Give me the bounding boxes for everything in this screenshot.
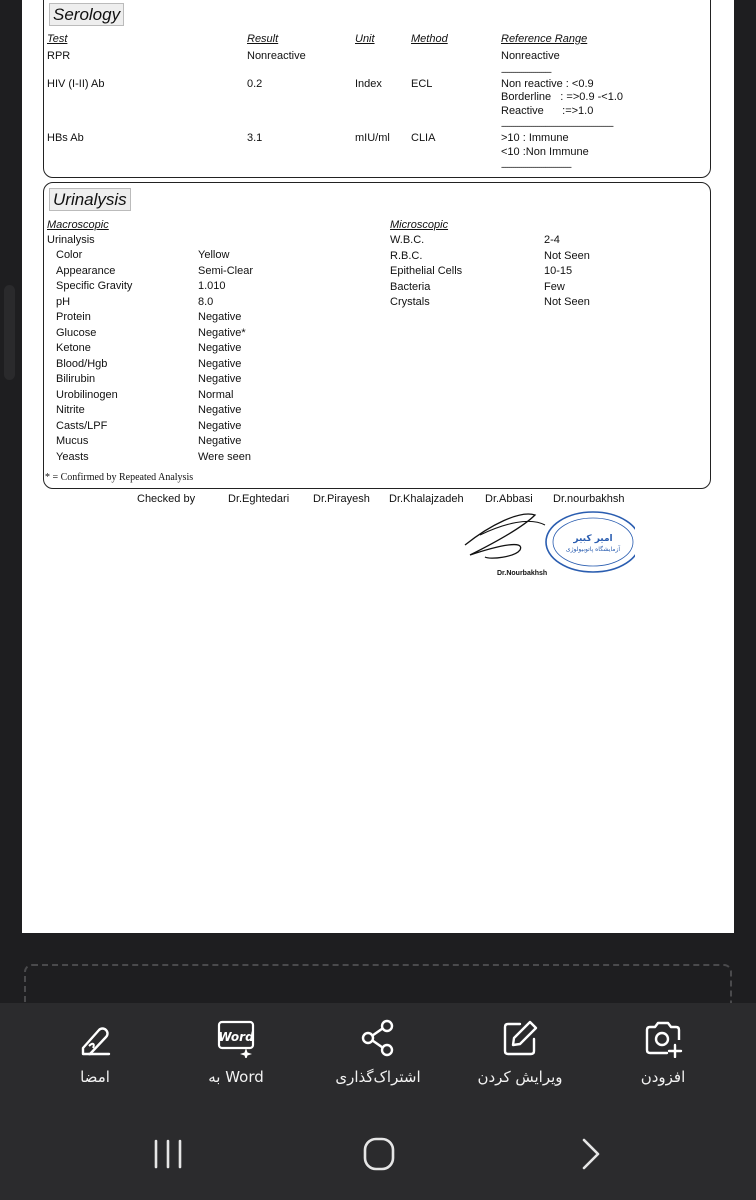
reference-range: Non reactive : <0.9 [501, 78, 594, 90]
macro-item-name: Ketone [56, 342, 91, 354]
checked-by-label: Checked by [137, 493, 196, 505]
macro-item-value: Were seen [198, 450, 251, 463]
serology-title: Serology [49, 3, 124, 26]
reference-range: Borderline : =>0.9 -<1.0 [501, 91, 623, 103]
header-reference: Reference Range [501, 33, 588, 45]
test-name: HIV (I-II) Ab [47, 78, 105, 90]
macro-item-name: Protein [56, 311, 91, 323]
signature-name: Dr.Nourbakhsh [497, 570, 548, 577]
sign-button[interactable] [30, 1018, 160, 1086]
micro-item-value: 2-4 [544, 234, 560, 246]
macro-item-name: Mucus [56, 435, 89, 447]
macro-item-value: Negative [198, 419, 242, 432]
edit-icon [500, 1018, 540, 1058]
action-label: امضا [80, 1068, 110, 1086]
add-button[interactable] [598, 1018, 728, 1086]
macro-item-value: Negative [198, 311, 242, 323]
micro-item-value: Not Seen [544, 296, 590, 308]
recents-icon [148, 1136, 188, 1172]
svg-text:آزمایشگاه پاتوبیولوژی: آزمایشگاه پاتوبیولوژی [565, 546, 621, 553]
reference-range: Nonreactive [501, 50, 560, 62]
svg-text:امیر کبیر: امیر کبیر [573, 534, 613, 544]
doctor-name: Dr.Eghtedari [228, 493, 290, 505]
doctor-name: Dr.nourbakhsh [553, 493, 625, 505]
macro-item-name: Glucose [56, 326, 97, 339]
share-button[interactable] [313, 1018, 443, 1086]
macroscopic-header: Macroscopic [47, 219, 109, 231]
macro-item-value: Negative [198, 435, 242, 447]
back-button[interactable] [572, 1136, 612, 1172]
macro-item-name: Specific Gravity [56, 280, 133, 292]
divider: ------------------------- [501, 67, 551, 77]
micro-item-name: W.B.C. [390, 234, 425, 246]
test-name: HBs Ab [47, 132, 84, 144]
microscopic-header: Microscopic [390, 219, 449, 231]
document-page [22, 0, 734, 933]
reference-range: Reactive :=>1.0 [501, 105, 594, 117]
macro-item-name: Color [56, 249, 83, 261]
micro-item-name: Crystals [390, 296, 430, 308]
macro-item-value: Negative [198, 342, 242, 354]
macro-item-value: Negative [198, 404, 242, 416]
test-unit: mIU/ml [355, 132, 390, 144]
macro-item-value: Negative* [198, 326, 246, 339]
header-result: Result [247, 33, 279, 45]
micro-item-name: Bacteria [390, 280, 431, 293]
share-icon [358, 1018, 398, 1058]
svg-text:Word: Word [218, 1030, 254, 1044]
signature-icon [460, 505, 635, 577]
micro-item-value: 10-15 [544, 265, 573, 277]
macro-item-name: Casts/LPF [56, 419, 108, 432]
test-method: ECL [411, 78, 433, 90]
micro-item-name: R.B.C. [390, 249, 423, 262]
macro-item-name: pH [56, 295, 71, 308]
macro-item-value: Negative [198, 373, 242, 385]
add-photo-icon [643, 1018, 683, 1058]
signature-icon [75, 1018, 115, 1058]
macro-item-value: Yellow [198, 249, 230, 261]
header-method: Method [411, 33, 448, 45]
macro-item-name: Yeasts [56, 450, 89, 463]
macro-item-name: Nitrite [56, 404, 85, 416]
home-button[interactable] [359, 1136, 399, 1172]
urinalysis-group-label: Urinalysis [47, 234, 95, 246]
test-unit: Index [355, 78, 382, 90]
macro-item-value: Normal [198, 388, 234, 401]
to-word-button[interactable] [171, 1018, 301, 1086]
doctor-name: Dr.Abbasi [485, 493, 533, 505]
test-name: RPR [47, 50, 71, 62]
scroll-indicator[interactable] [4, 285, 15, 380]
macro-item-name: Blood/Hgb [56, 357, 108, 370]
test-result: 3.1 [247, 132, 263, 144]
micro-item-value: Not Seen [544, 249, 590, 262]
doctor-name: Dr.Khalajzadeh [389, 493, 464, 505]
macro-item-name: Appearance [56, 264, 116, 277]
action-label: افزودن [640, 1068, 686, 1086]
macro-item-value: Semi-Clear [198, 264, 254, 277]
action-label: ویرایش کردن [477, 1068, 563, 1086]
micro-item-value: Few [544, 280, 565, 293]
reference-range: <10 :Non Immune [501, 146, 589, 158]
test-method: CLIA [411, 132, 436, 144]
divider: ----------------------------------- [501, 162, 571, 172]
home-icon [359, 1136, 399, 1172]
word-icon [216, 1018, 256, 1058]
edit-button[interactable] [455, 1018, 585, 1086]
micro-item-name: Epithelial Cells [390, 265, 463, 277]
test-result: Nonreactive [247, 50, 306, 62]
header-test: Test [47, 33, 68, 45]
macro-item-value: 8.0 [198, 295, 214, 308]
back-icon [572, 1136, 612, 1172]
recents-button[interactable] [148, 1136, 188, 1172]
action-label: به Word [208, 1068, 264, 1086]
divider: -------------------------------------------------------- [501, 121, 613, 131]
action-label: اشتراک‌گذاری [335, 1068, 421, 1086]
signature-stamp [460, 505, 635, 577]
macro-item-name: Bilirubin [56, 373, 96, 385]
urinalysis-title: Urinalysis [49, 188, 131, 211]
urinalysis-section [43, 182, 711, 489]
macro-item-value: Negative [198, 357, 242, 370]
macro-item-value: 1.010 [198, 280, 226, 292]
header-unit: Unit [355, 33, 375, 45]
macro-item-name: Urobilinogen [56, 388, 118, 401]
reference-range: >10 : Immune [501, 132, 569, 144]
doctor-name: Dr.Pirayesh [313, 493, 370, 505]
test-result: 0.2 [247, 78, 263, 90]
footnote: * = Confirmed by Repeated Analysis [45, 472, 194, 483]
